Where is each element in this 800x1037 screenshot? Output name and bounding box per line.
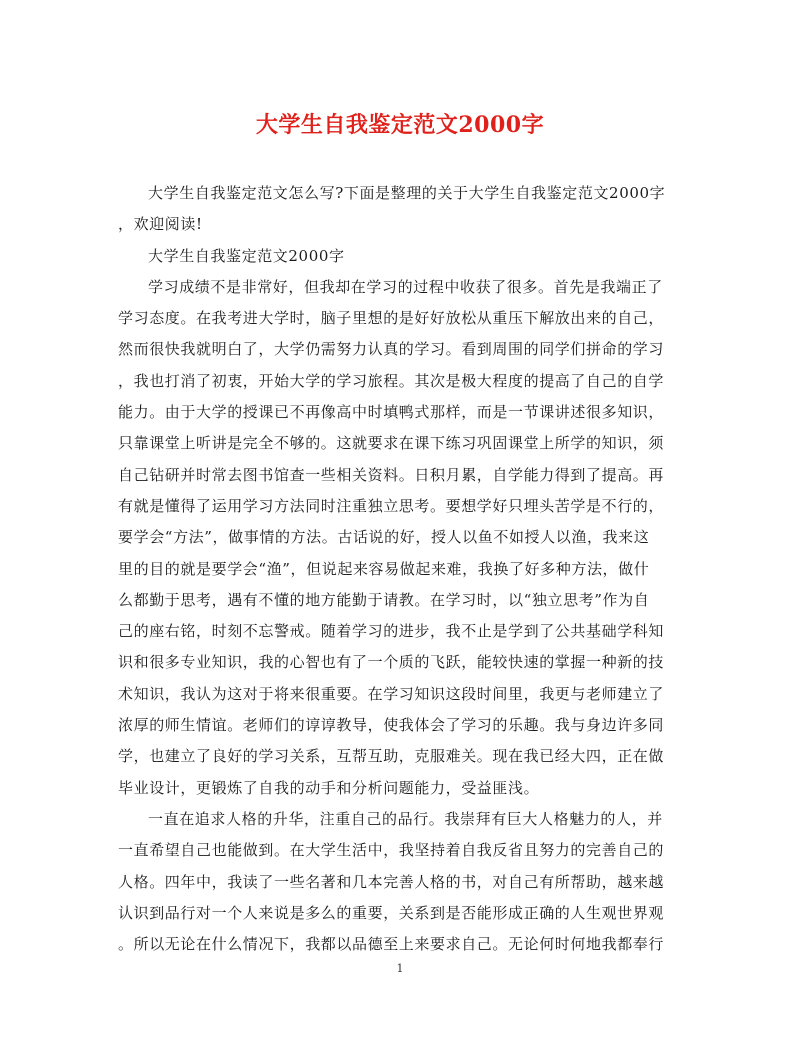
body-line: ，欢迎阅读! [118, 215, 203, 234]
body-line: 能力。由于大学的授课已不再像高中时填鸭式那样，而是一节课讲述很多知识， [118, 403, 665, 422]
body-line: 己的座右铭，时刻不忘警戒。随着学习的进步，我不止是学到了公共基础学科知 [118, 622, 665, 641]
body-line: 学习态度。在我考进大学时，脑子里想的是好好放松从重压下解放出来的自己， [118, 309, 665, 328]
body-line: 浓厚的师生情谊。老师们的谆谆教导，使我体会了学习的乐趣。我与身边许多同 [118, 716, 665, 735]
page-number: 1 [396, 962, 404, 975]
body-line: 识和很多专业知识，我的心智也有了一个质的飞跃，能较快速的掌握一种新的技 [118, 653, 665, 672]
body-line: 认识到品行对一个人来说是多么的重要，关系到是否能形成正确的人生观世界观 [118, 903, 665, 922]
body-line: 毕业设计，更锻炼了自我的动手和分析问题能力，受益匪浅。 [118, 778, 540, 797]
body-line: 大学生自我鉴定范文怎么写?下面是整理的关于大学生自我鉴定范文2000字 [148, 184, 666, 202]
body-line: 有就是懂得了运用学习方法同时注重独立思考。要想学好只埋头苦学是不行的， [118, 496, 665, 515]
body-line: 么都勤于思考，遇有不懂的地方能勤于请教。在学习时，以“独立思考”作为自 [118, 590, 650, 609]
body-line: 一直在追求人格的升华，注重自己的品行。我崇拜有巨大人格魅力的人，并 [148, 809, 663, 828]
body-line: 人格。四年中，我读了一些名著和几本完善人格的书，对自己有所帮助，越来越 [118, 872, 665, 891]
body-line: 一直希望自己也能做到。在大学生活中，我坚持着自我反省且努力的完善自己的 [118, 841, 665, 860]
document-body [118, 178, 680, 960]
body-line: 然而很快我就明白了，大学仍需努力认真的学习。看到周围的同学们拼命的学习 [118, 340, 665, 359]
body-line: 自己钻研并时常去图书馆查一些相关资料。日积月累，自学能力得到了提高。再 [118, 465, 665, 484]
body-line: ，我也打消了初衷，开始大学的学习旅程。其次是极大程度的提高了自己的自学 [118, 371, 665, 390]
body-line: 里的目的就是要学会“渔”，但说起来容易做起来难，我换了好多种方法，做什 [118, 559, 650, 578]
body-line: 要学会“方法”，做事情的方法。古话说的好，授人以鱼不如授人以渔，我来这 [118, 528, 650, 547]
body-line: 学，也建立了良好的学习关系，互帮互助，克服难关。现在我已经大四，正在做 [118, 747, 665, 766]
body-line: 。所以无论在什么情况下，我都以品德至上来要求自己。无论何时何地我都奉行 [118, 935, 665, 954]
body-line: 只靠课堂上听讲是完全不够的。这就要求在课下练习巩固课堂上所学的知识，须 [118, 434, 665, 453]
body-line: 术知识，我认为这对于将来很重要。在学习知识这段时间里，我更与老师建立了 [118, 684, 665, 703]
body-line: 大学生自我鉴定范文2000字 [148, 246, 345, 265]
document-title: 大学生自我鉴定范文2000字 [255, 112, 545, 138]
body-line: 学习成绩不是非常好，但我却在学习的过程中收获了很多。首先是我端正了 [148, 277, 663, 296]
